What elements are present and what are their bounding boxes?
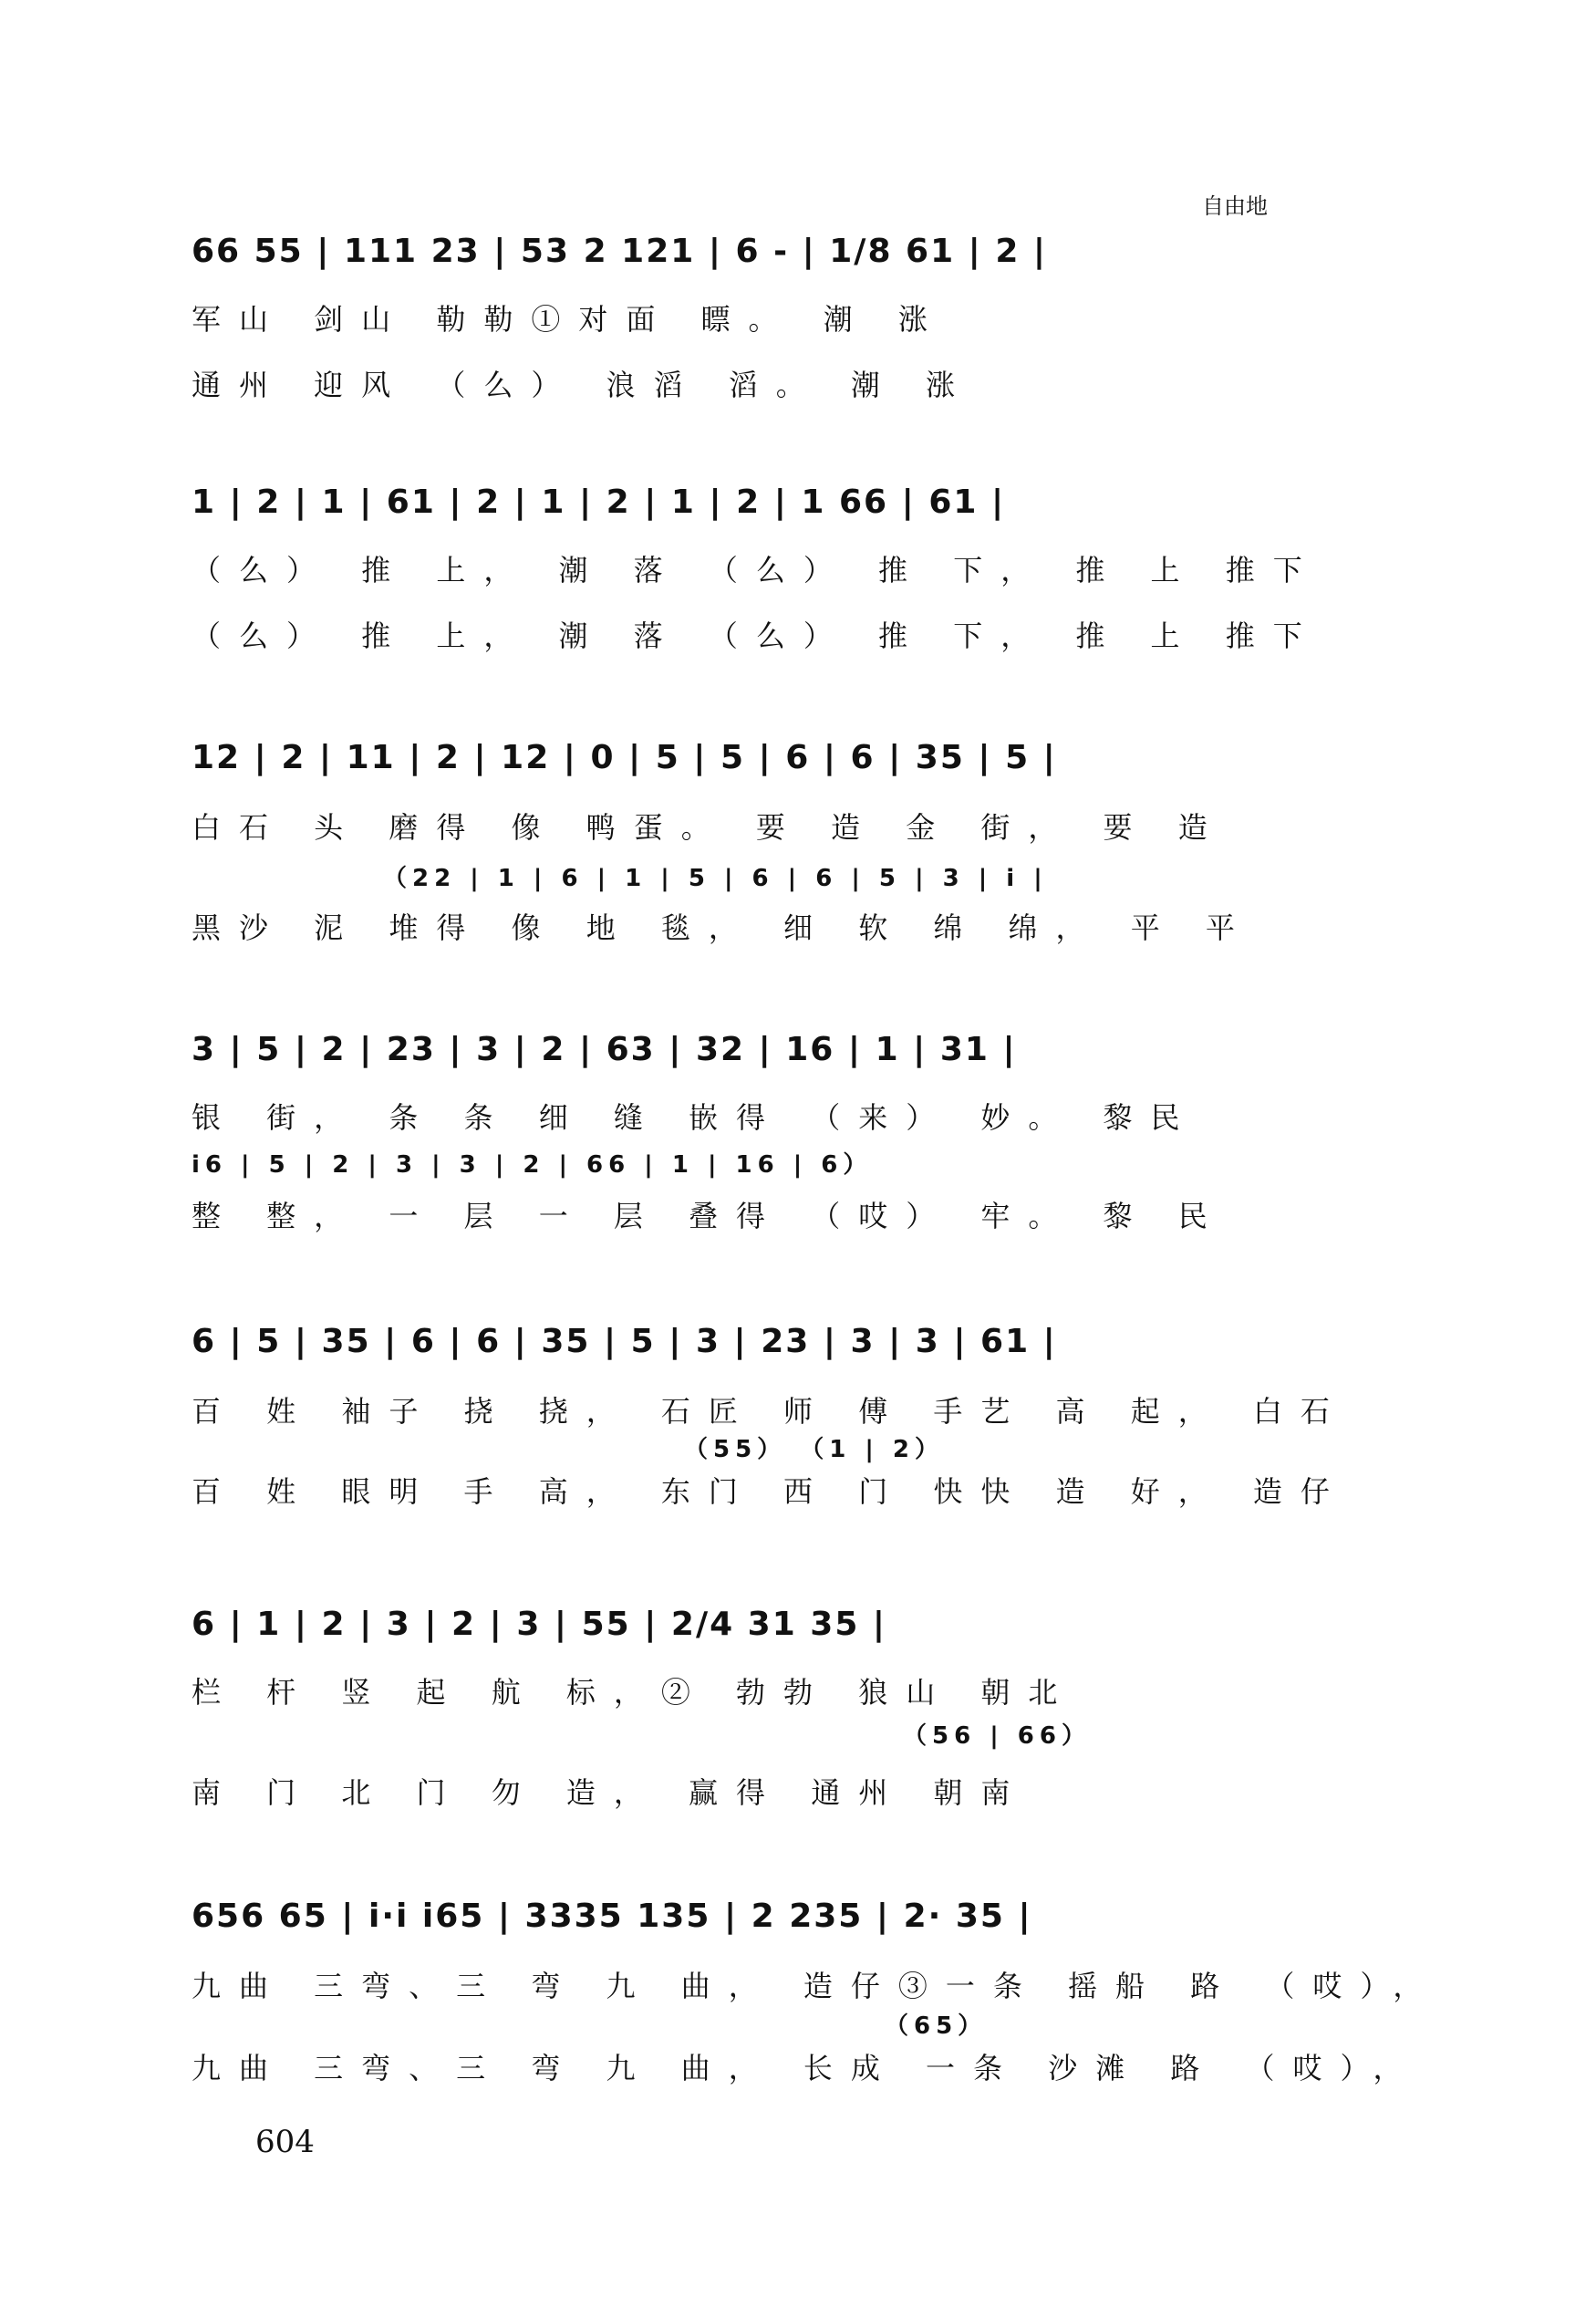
notation-line: 66 55 | 111 23 | 53 2 121 | 6 - | 1/8 61 | 2 | xyxy=(192,233,1048,270)
lyric-verse-1: 栏 杆 竖 起 航 标，② 勃勃 狼山 朝北 xyxy=(192,1675,1076,1710)
lyric-verse-1: 百 姓 袖子 挠 挠， 石匠 师 傅 手艺 高 起， 白石 xyxy=(192,1394,1348,1429)
tempo-mark: 自由地 xyxy=(1202,193,1268,219)
notation-line: 3 | 5 | 2 | 23 | 3 | 2 | 63 | 32 | 16 | 1 | 31 | xyxy=(192,1031,1017,1068)
notation-line: 1 | 2 | 1 | 61 | 2 | 1 | 2 | 1 | 2 | 1 66 | 61 | xyxy=(192,484,1006,521)
lyric-verse-1: （么） 推 上， 潮 落 （么） 推 下， 推 上 推下 xyxy=(192,553,1321,587)
lyric-verse-1: 军山 剑山 勒勒①对面 瞟。 潮 涨 xyxy=(192,302,946,337)
page-number: 604 xyxy=(255,2124,315,2160)
lyric-verse-1: 九曲 三弯、三 弯 九 曲， 造仔③一条 摇船 路 （哎）， xyxy=(192,1969,1441,2003)
lyric-verse-2: 九曲 三弯、三 弯 九 曲， 长成 一条 沙滩 路 （哎）， xyxy=(192,2051,1421,2085)
interlude-notation: （55） （1 | 2） xyxy=(684,1436,945,1463)
notation-line: 6 | 1 | 2 | 3 | 2 | 3 | 55 | 2/4 31 35 | xyxy=(192,1606,887,1643)
lyric-verse-2: 整 整， 一 层 一 层 叠得 （哎） 牢。 黎 民 xyxy=(192,1199,1226,1233)
lyric-verse-2: 南 门 北 门 勿 造， 赢得 通州 朝南 xyxy=(192,1775,1029,1810)
notation-line: 6 | 5 | 35 | 6 | 6 | 35 | 5 | 3 | 23 | 3 | 3 | 61 | xyxy=(192,1323,1057,1360)
lyric-verse-2: 通州 迎风 （么） 浪滔 滔。 潮 涨 xyxy=(192,368,974,402)
lyric-verse-2: （么） 推 上， 潮 落 （么） 推 下， 推 上 推下 xyxy=(192,619,1321,653)
lyric-verse-2: 百 姓 眼明 手 高， 东门 西 门 快快 造 好， 造仔 xyxy=(192,1474,1348,1509)
lyric-verse-1: 银 街， 条 条 细 缝 嵌得 （来） 妙。 黎民 xyxy=(192,1100,1198,1135)
notation-line: 656 65 | i·i i65 | 3335 135 | 2 235 | 2· 35 | xyxy=(192,1898,1032,1935)
interlude-notation: （56 | 66） xyxy=(903,1722,1091,1750)
lyric-verse-1: 白石 头 磨得 像 鸭蛋。 要 造 金 街， 要 造 xyxy=(192,810,1226,845)
notation-line: 12 | 2 | 11 | 2 | 12 | 0 | 5 | 5 | 6 | 6 | 35 | 5 | xyxy=(192,739,1057,776)
interlude-notation: （22 | 1 | 6 | 1 | 5 | 6 | 6 | 5 | 3 | i | xyxy=(383,865,1048,892)
interlude-notation: i6 | 5 | 2 | 3 | 3 | 2 | 66 | 1 | 16 | 6） xyxy=(192,1151,873,1179)
lyric-verse-2: 黑沙 泥 堆得 像 地 毯， 细 软 绵 绵， 平 平 xyxy=(192,910,1253,945)
interlude-notation: （65） xyxy=(885,2012,988,2040)
